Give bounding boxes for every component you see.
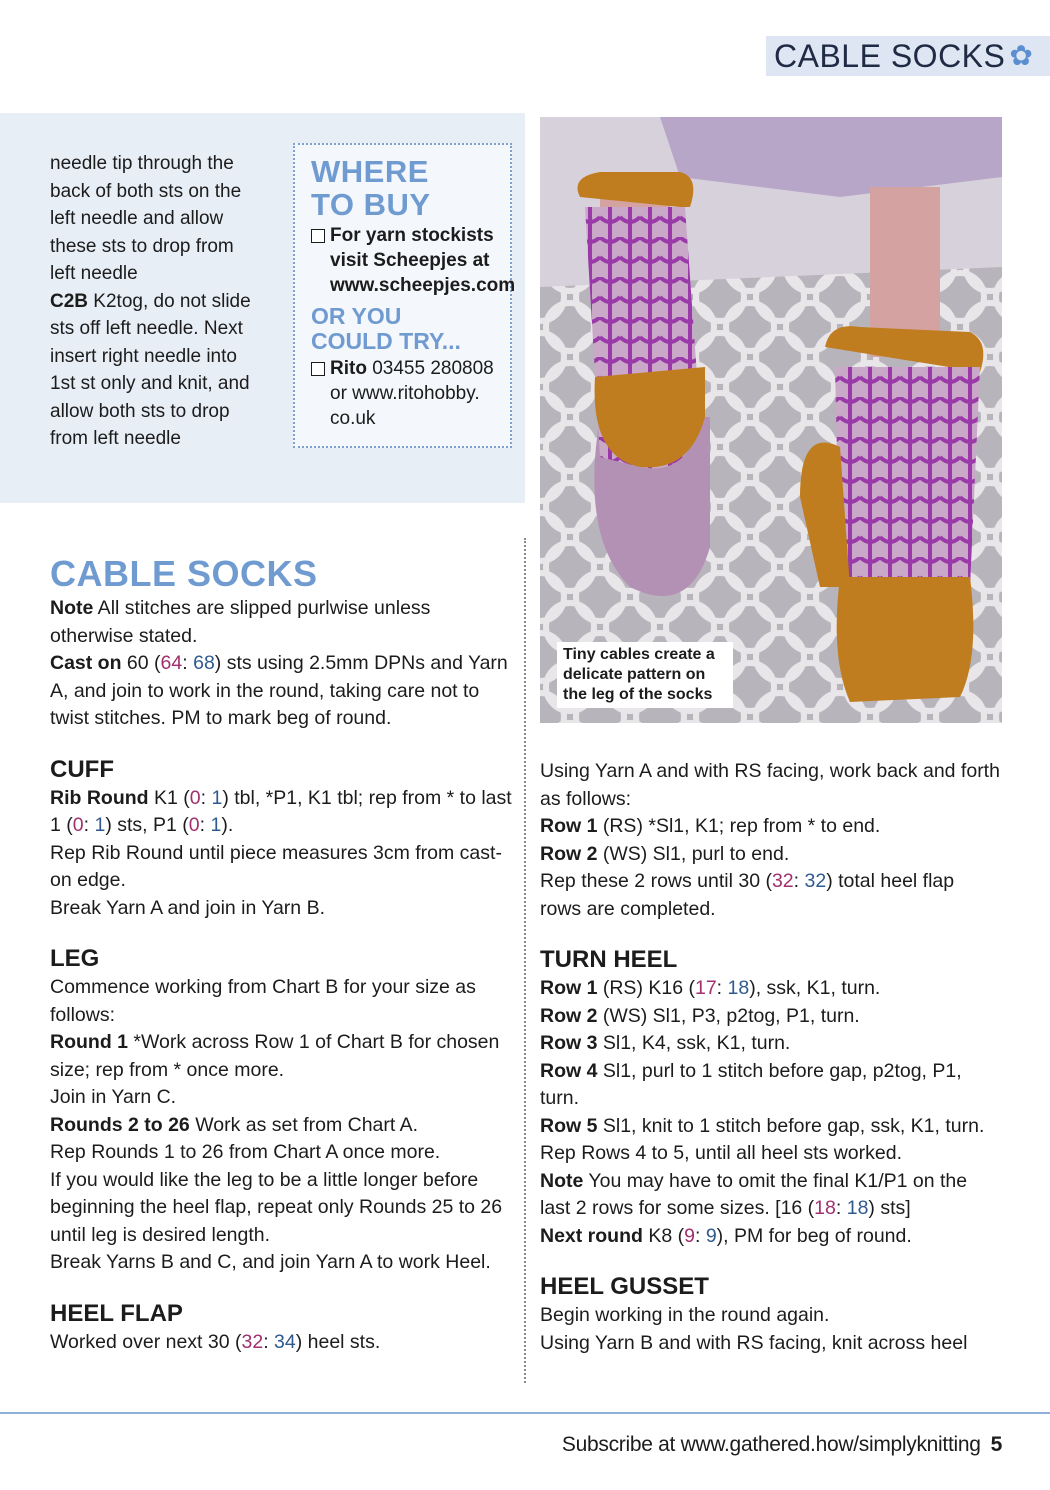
leg-line: Break Yarns B and C, and join Yarn A to work Heel. — [50, 1251, 491, 1273]
socks-illustration — [540, 117, 1002, 723]
round-label: Round 1 — [50, 1031, 128, 1053]
cast-on-text: 60 ( — [121, 652, 161, 674]
c2b-label: C2B — [50, 290, 89, 312]
row-5-paragraph — [540, 1113, 1000, 1141]
size-value: 32 — [771, 870, 794, 892]
intro-line: these sts to drop from — [50, 235, 234, 257]
size-value: 32 — [241, 1330, 264, 1353]
subscribe-link[interactable]: Subscribe at www.gathered.how/simplyknitting — [561, 1433, 981, 1456]
column-divider — [524, 538, 526, 1383]
where-to-buy-title-line: TO BUY — [311, 187, 431, 222]
section-tag — [766, 36, 1050, 76]
row-label: Row 1 — [540, 977, 598, 999]
size-value: 17 — [694, 977, 717, 999]
size-value: 9 — [684, 1224, 695, 1247]
intro-line: left needle and allow — [50, 208, 224, 229]
rib-round-label: Rib Round — [50, 786, 149, 809]
section-title-turn-heel: TURN HEEL — [540, 946, 678, 973]
note-label: Note — [540, 1169, 584, 1192]
row-text: Sl1, K4, ssk, K1, turn. — [597, 1032, 791, 1054]
intro-line: sts off left needle. Next — [50, 318, 243, 339]
intro-line: 1st st only and knit, and — [50, 373, 250, 394]
section-title-heel-gusset: HEEL GUSSET — [540, 1273, 709, 1300]
row-text: (RS) K16 ( — [597, 977, 695, 999]
row-2-paragraph — [540, 841, 1000, 869]
heel-flap-line: Using Yarn A and with RS facing, work back and forth as follows: — [540, 760, 1000, 810]
size-value: 68 — [193, 652, 215, 674]
alternative-name: Rito — [330, 358, 367, 379]
size-value: 34 — [274, 1330, 296, 1353]
next-round-text: ), PM for beg of round. — [716, 1224, 912, 1247]
leg-line: Rep Rounds 1 to 26 from Chart A once more. — [50, 1141, 441, 1163]
intro-line: needle tip through the — [50, 153, 234, 174]
alternative-title-line: COULD TRY... — [311, 328, 461, 354]
next-round-label: Next round — [540, 1224, 643, 1247]
size-value: 9 — [705, 1224, 717, 1247]
stockist-line: visit Scheepjes at — [330, 250, 490, 271]
photo-caption: Tiny cables create a delicate pattern on the leg of the socks — [557, 642, 733, 708]
size-value: 64 — [160, 652, 183, 674]
row-2-paragraph — [540, 1003, 1000, 1031]
size-value: 18 — [814, 1197, 836, 1219]
round-1-paragraph — [50, 1029, 515, 1084]
row-text: (RS) *Sl1, K1; rep from * to end. — [597, 815, 881, 837]
row-3-paragraph — [540, 1030, 1000, 1058]
row-label: Row 5 — [540, 1114, 598, 1137]
round-text: Work as set from Chart A. — [189, 1113, 419, 1136]
alternative-item — [311, 356, 500, 431]
heel-flap-text: Worked over next 30 ( — [50, 1330, 242, 1353]
alternative-phone: 03455 280808 — [366, 358, 494, 379]
stockist-item — [311, 223, 516, 298]
note-text: You may have to omit the final K1/P1 on the last 2 rows for some sizes. [16 ( — [540, 1169, 968, 1219]
stockist-link[interactable]: www.scheepjes.com — [330, 275, 516, 296]
where-to-buy-title — [311, 155, 500, 221]
row-1-paragraph — [540, 813, 1000, 841]
size-value: 18 — [727, 977, 750, 999]
row-text: Sl1, purl to 1 stitch before gap, p2tog, P1, turn. — [540, 1059, 962, 1109]
cuff-line: Break Yarn A and join in Yarn B. — [50, 896, 325, 919]
checkbox-icon — [311, 362, 325, 376]
row-text: (WS) Sl1, purl to end. — [597, 842, 790, 865]
intro-line: from left needle — [50, 428, 181, 449]
row-text: (WS) Sl1, P3, p2tog, P1, turn. — [597, 1004, 860, 1027]
size-value: 1 — [211, 786, 223, 809]
rib-text: K1 ( — [148, 786, 190, 809]
row-label: Row 4 — [540, 1059, 598, 1082]
size-value: 1 — [210, 814, 222, 836]
leg-line: Join in Yarn C. — [50, 1086, 177, 1108]
row-text: Sl1, knit to 1 stitch before gap, ssk, K1, turn. — [597, 1114, 985, 1137]
pattern-left-column — [50, 553, 515, 1356]
cuff-line: Rep Rib Round until piece measures 3cm from cast-on edge. — [50, 841, 502, 891]
size-value: 1 — [94, 814, 106, 836]
row-label: Row 1 — [540, 815, 598, 837]
round-label: Rounds 2 to 26 — [50, 1113, 190, 1136]
note-paragraph — [50, 595, 515, 650]
socks-photo — [540, 117, 1002, 723]
note-label: Note — [50, 597, 94, 619]
size-value: 32 — [804, 870, 827, 892]
section-title-leg: LEG — [50, 945, 100, 972]
next-round-paragraph: Next round K8 (9: 9), PM for beg of round. — [540, 1224, 912, 1247]
row-4-paragraph — [540, 1058, 1000, 1113]
rib-text: ) sts, P1 ( — [105, 814, 189, 836]
footer-divider — [0, 1412, 1050, 1414]
row-label: Row 3 — [540, 1032, 598, 1054]
heel-flap-text: ) heel sts. — [295, 1330, 381, 1353]
c2b-line — [50, 288, 285, 316]
heel-flap-text: ) total heel flap rows are completed. — [540, 870, 955, 920]
row-label: Row 2 — [540, 842, 598, 865]
rib-text: ). — [221, 814, 234, 836]
row-label: Row 2 — [540, 1004, 598, 1027]
cast-on-text: ) sts using 2.5mm DPNs and Yarn A, and join to work in the round, taking care not to twist stitches. PM to mark beg of round. — [50, 652, 508, 729]
intro-line: insert right needle into — [50, 345, 237, 367]
heel-gusset-line: Begin working in the round again. — [540, 1304, 830, 1326]
row-text: ), ssk, K1, turn. — [749, 977, 881, 999]
footer — [562, 1433, 1002, 1457]
pattern-right-column — [540, 758, 1000, 1357]
alternative-link[interactable]: or www.ritohobby. — [330, 383, 480, 404]
intro-line: left needle — [50, 263, 138, 284]
page-number: 5 — [990, 1433, 1002, 1456]
cast-on-label: Cast on — [50, 652, 122, 674]
turn-heel-line: Rep Rows 4 to 5, until all heel sts worked. — [540, 1142, 903, 1164]
next-round-text: K8 ( — [642, 1224, 685, 1247]
size-value: 0 — [72, 814, 84, 836]
section-tag-label: CABLE SOCKS — [774, 37, 1006, 74]
heel-flap-text: Rep these 2 rows until 30 ( — [540, 870, 772, 892]
where-to-buy-title-line: WHERE — [311, 154, 429, 189]
size-value: 18 — [846, 1197, 869, 1219]
leg-line: If you would like the leg to be a little longer before beginning the heel flap, repeat only Rounds 25 to 26 until leg is desired length. — [50, 1168, 503, 1246]
flower-icon: ✿ — [1009, 40, 1033, 71]
row-1-paragraph: Row 1 (RS) K16 (17: 18), ssk, K1, turn. — [540, 977, 881, 999]
alternative-title-line: OR YOU — [311, 303, 402, 329]
turn-heel-note: Note You may have to omit the final K1/P1 on the last 2 rows for some sizes. [16 (18: 18) sts] — [540, 1169, 968, 1219]
rounds-2-26-paragraph — [50, 1112, 515, 1140]
where-to-buy-box — [293, 143, 516, 448]
checkbox-icon — [311, 229, 325, 243]
alternative-title — [311, 304, 500, 354]
section-title-cuff: CUFF — [50, 755, 114, 783]
intro-line: back of both sts on the — [50, 180, 242, 202]
heel-flap-line: Worked over next 30 (32: 34) heel sts. — [50, 1330, 381, 1353]
round-text: *Work across Row 1 of Chart B for chosen size; rep from * once more. — [50, 1031, 500, 1081]
rib-round-paragraph: Rib Round K1 (0: 1) tbl, *P1, K1 tbl; rep from * to last 1 (0: 1) sts, P1 (0: 1). — [50, 786, 512, 836]
note-text: All stitches are slipped purlwise unless otherwise stated. — [50, 597, 431, 647]
c2b-text: K2tog, do not slide — [88, 290, 251, 312]
alternative-link[interactable]: co.uk — [330, 408, 376, 429]
heel-gusset-line: Using Yarn B and with RS facing, knit across heel — [540, 1331, 968, 1354]
size-value: 0 — [188, 814, 200, 836]
pattern-title: CABLE SOCKS — [50, 553, 318, 594]
note-text: ) sts] — [868, 1197, 911, 1219]
intro-text — [50, 150, 285, 453]
stockist-line: For yarn stockists — [330, 225, 494, 246]
size-value: 0 — [189, 786, 201, 809]
section-title-heel-flap: HEEL FLAP — [50, 1299, 183, 1327]
intro-line: allow both sts to drop — [50, 400, 230, 422]
cast-on-paragraph: Cast on 60 (64: 68) sts using 2.5mm DPNs and Yarn A, and join to work in the round, taking care not to twist stitches. PM to mark beg of round. — [50, 652, 508, 729]
rib-text: ) tbl, *P1, K1 tbl; rep from * to last 1 ( — [50, 786, 512, 836]
leg-line: Commence working from Chart B for your size as follows: — [50, 976, 476, 1026]
heel-flap-line: Rep these 2 rows until 30 (32: 32) total heel flap rows are completed. — [540, 870, 955, 920]
